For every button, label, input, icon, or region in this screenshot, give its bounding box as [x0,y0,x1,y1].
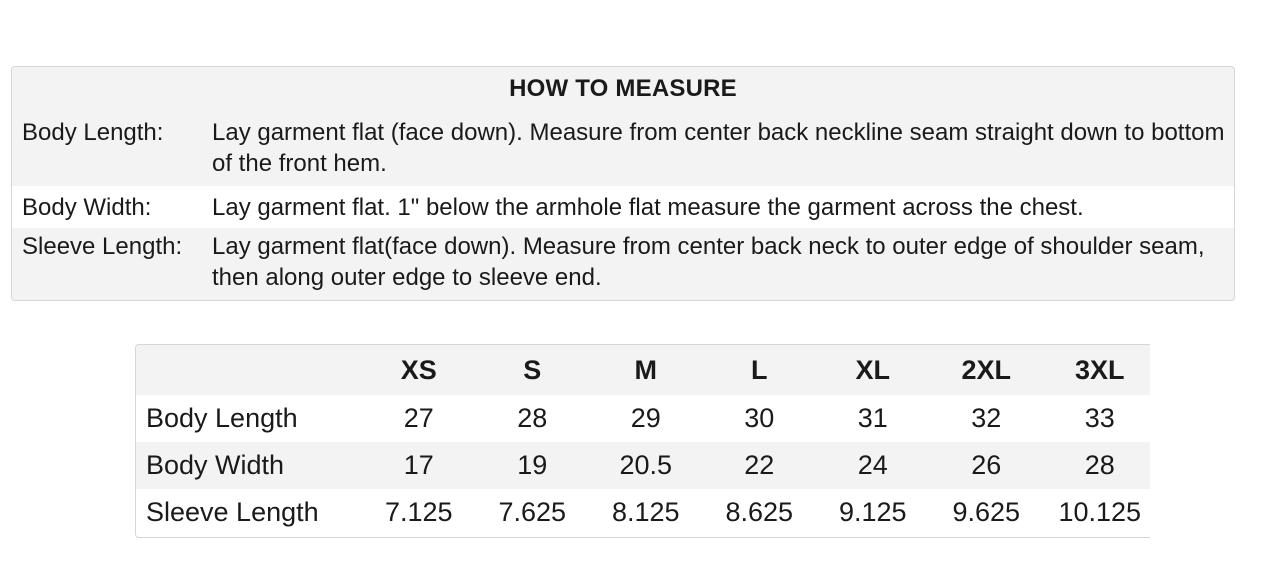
size-header-cell: XS [400,354,437,385]
row-label: Sleeve Length [146,497,319,527]
size-header-cell: 2XL [961,354,1012,385]
size-header-cell: L [751,354,768,385]
row-label: Body Length [146,403,298,433]
size-header-cell: M [634,354,657,385]
size-header-cell: XL [855,354,890,385]
table-cell: 26 [971,450,1002,480]
size-header-row [136,345,1150,395]
table-cell: 9.125 [838,497,907,527]
table-row [136,489,1150,536]
table-cell: 24 [857,450,888,480]
table-cell: 31 [857,403,888,433]
measure-label: Sleeve Length: [22,233,183,260]
table-cell: 28 [517,403,548,433]
table-cell: 33 [1084,403,1115,433]
measure-label: Body Width: [22,194,152,221]
measure-label: Body Length: [22,119,164,146]
row-label: Body Width [146,450,285,480]
size-chart-table [135,344,1150,538]
measure-row-sleeve-length [12,228,1234,301]
table-cell: 32 [971,403,1002,433]
table-row [136,395,1150,442]
table-cell: 7.625 [498,497,567,527]
how-to-measure-title: HOW TO MEASURE [509,75,737,102]
size-header-cell: 3XL [1074,354,1125,385]
table-cell: 29 [630,403,661,433]
how-to-measure-panel [11,66,1235,301]
measure-description: Lay garment flat (face down). Measure from center back neckline seam straight down to bottom of the front hem. [212,119,1225,177]
size-header-cell: S [523,354,542,385]
table-cell: 19 [517,450,548,480]
table-cell: 20.5 [619,450,673,480]
measure-row-body-width [12,186,1234,228]
table-cell: 7.125 [384,497,453,527]
table-cell: 8.625 [725,497,794,527]
table-cell: 30 [744,403,775,433]
table-cell: 22 [744,450,775,480]
table-cell: 17 [403,450,434,480]
measure-description: Lay garment flat. 1" below the armhole flat measure the garment across the chest. [212,194,1084,221]
measure-row-body-length [12,111,1234,186]
measure-description: Lay garment flat(face down). Measure from center back neck to outer edge of shoulder seam, then along outer edge to sleeve end. [212,233,1205,291]
table-cell: 10.125 [1058,497,1142,527]
table-row [136,442,1150,489]
table-cell: 28 [1084,450,1115,480]
table-cell: 27 [403,403,434,433]
table-cell: 9.625 [952,497,1021,527]
table-cell: 8.125 [611,497,680,527]
